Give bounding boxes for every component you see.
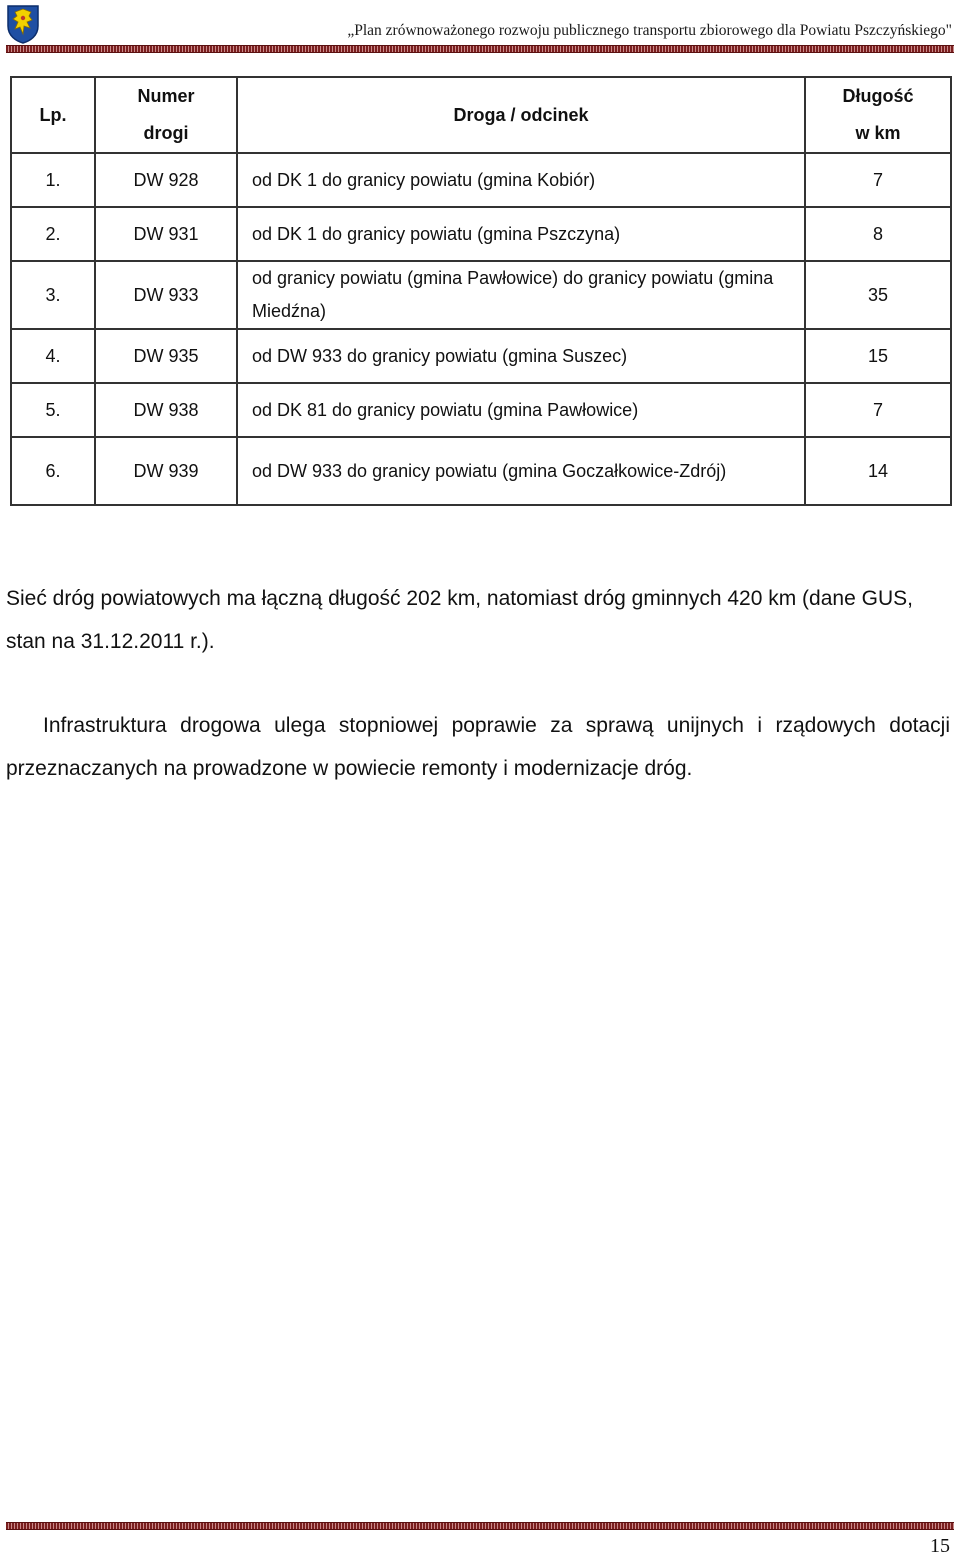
cell-lp: 5.: [11, 383, 95, 437]
cell-road-section: od DK 1 do granicy powiatu (gmina Kobiór): [237, 153, 805, 207]
cell-road-number: DW 935: [95, 329, 237, 383]
table-row: [11, 329, 951, 383]
cell-length: 7: [805, 153, 951, 207]
table-row: [11, 437, 951, 505]
cell-lp: 6.: [11, 437, 95, 505]
page-number: 15: [930, 1535, 950, 1557]
cell-length: 35: [805, 261, 951, 329]
cell-length: 7: [805, 383, 951, 437]
cell-road-number: DW 928: [95, 153, 237, 207]
header-road-section: Droga / odcinek: [237, 77, 805, 153]
table-row: [11, 207, 951, 261]
header-road-number-line2: drogi: [143, 123, 189, 143]
cell-lp: 3.: [11, 261, 95, 329]
cell-length: 15: [805, 329, 951, 383]
cell-road-section: od DW 933 do granicy powiatu (gmina Suszec): [237, 329, 805, 383]
coat-of-arms-icon: [6, 4, 40, 44]
cell-length: 14: [805, 437, 951, 505]
document-header-title: „Plan zrównoważonego rozwoju publicznego transportu zbiorowego dla Powiatu Pszczyńskiego": [347, 22, 952, 39]
cell-lp: 4.: [11, 329, 95, 383]
header-road-number: [95, 77, 237, 153]
header-divider: [6, 45, 954, 53]
table-header-row: [11, 77, 951, 153]
table-row: [11, 261, 951, 329]
cell-road-section: od DK 1 do granicy powiatu (gmina Pszczyna): [237, 207, 805, 261]
roads-table: [10, 76, 952, 506]
cell-length: 8: [805, 207, 951, 261]
cell-lp: 1.: [11, 153, 95, 207]
cell-road-number: DW 939: [95, 437, 237, 505]
cell-road-section: od granicy powiatu (gmina Pawłowice) do granicy powiatu (gmina Miedźna): [237, 261, 805, 329]
cell-lp: 2.: [11, 207, 95, 261]
road-network-paragraph: Sieć dróg powiatowych ma łączną długość 202 km, natomiast dróg gminnych 420 km (dane GUS, stan na 31.12.2011 r.).: [6, 587, 913, 653]
table-row: [11, 153, 951, 207]
cell-road-number: DW 938: [95, 383, 237, 437]
infrastructure-paragraph: Infrastruktura drogowa ulega stopniowej poprawie za sprawą unijnych i rządowych dotacji przeznaczanych na prowadzone w powiecie remonty i modernizacje dróg.: [6, 714, 950, 780]
header-length: [805, 77, 951, 153]
cell-road-number: DW 931: [95, 207, 237, 261]
header-length-line1: Długość: [842, 86, 914, 106]
header-length-line2: w km: [855, 123, 901, 143]
header-road-number-line1: Numer: [137, 86, 195, 106]
header-lp: Lp.: [11, 77, 95, 153]
cell-road-number: DW 933: [95, 261, 237, 329]
footer-divider: [6, 1522, 954, 1530]
cell-road-section: od DK 81 do granicy powiatu (gmina Pawłowice): [237, 383, 805, 437]
cell-road-section: od DW 933 do granicy powiatu (gmina Goczałkowice-Zdrój): [237, 437, 805, 505]
table-row: [11, 383, 951, 437]
